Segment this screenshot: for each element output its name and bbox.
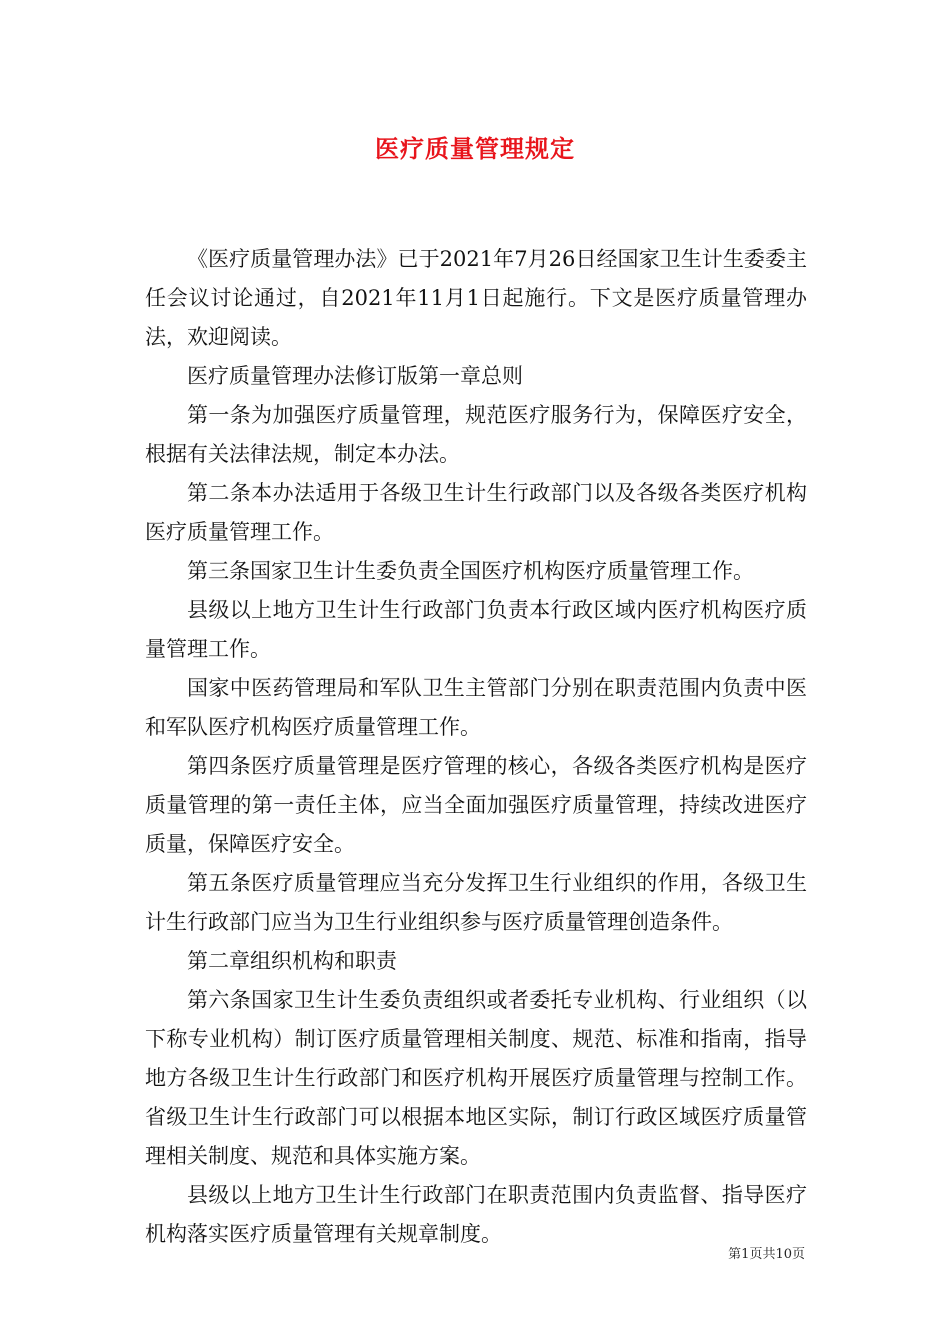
document-body (145, 240, 807, 1254)
paragraph: 第五条医疗质量管理应当充分发挥卫生行业组织的作用，各级卫生计生行政部门应当为卫生行业组织参与医疗质量管理创造条件。 (145, 871, 807, 934)
paragraph: 县级以上地方卫生计生行政部门在职责范围内负责监督、指导医疗机构落实医疗质量管理有关规章制度。 (145, 1183, 807, 1246)
paragraph: 县级以上地方卫生计生行政部门负责本行政区域内医疗机构医疗质量管理工作。 (145, 598, 807, 661)
paragraph: 第二条本办法适用于各级卫生计生行政部门以及各级各类医疗机构医疗质量管理工作。 (145, 481, 807, 544)
paragraph: 第三条国家卫生计生委负责全国医疗机构医疗质量管理工作。 (187, 559, 754, 583)
chapter-heading: 第二章组织机构和职责 (187, 949, 397, 973)
chapter-heading: 医疗质量管理办法修订版第一章总则 (187, 364, 523, 388)
paragraph: 第四条医疗质量管理是医疗管理的核心，各级各类医疗机构是医疗质量管理的第一责任主体，应当全面加强医疗质量管理，持续改进医疗质量，保障医疗安全。 (145, 754, 807, 856)
paragraph: 第一条为加强医疗质量管理，规范医疗服务行为，保障医疗安全，根据有关法律法规，制定本办法。 (145, 403, 807, 466)
paragraph: 第六条国家卫生计生委负责组织或者委托专业机构、行业组织（以下称专业机构）制订医疗质量管理相关制度、规范、标准和指南，指导地方各级卫生计生行政部门和医疗机构开展医疗质量管理与控制工作。省级卫生计生行政部门可以根据本地区实际，制订行政区域医疗质量管理相关制度、规范和具体实施方案。 (145, 988, 807, 1168)
paragraph: 国家中医药管理局和军队卫生主管部门分别在职责范围内负责中医和军队医疗机构医疗质量管理工作。 (145, 676, 807, 739)
page-title: 医疗质量管理规定 (375, 134, 575, 163)
page-number: 第1页共10页 (728, 1247, 805, 1262)
paragraph: 《医疗质量管理办法》已于2021年7月26日经国家卫生计生委委主任会议讨论通过，自2021年11月1日起施行。下文是医疗质量管理办法，欢迎阅读。 (145, 247, 807, 349)
